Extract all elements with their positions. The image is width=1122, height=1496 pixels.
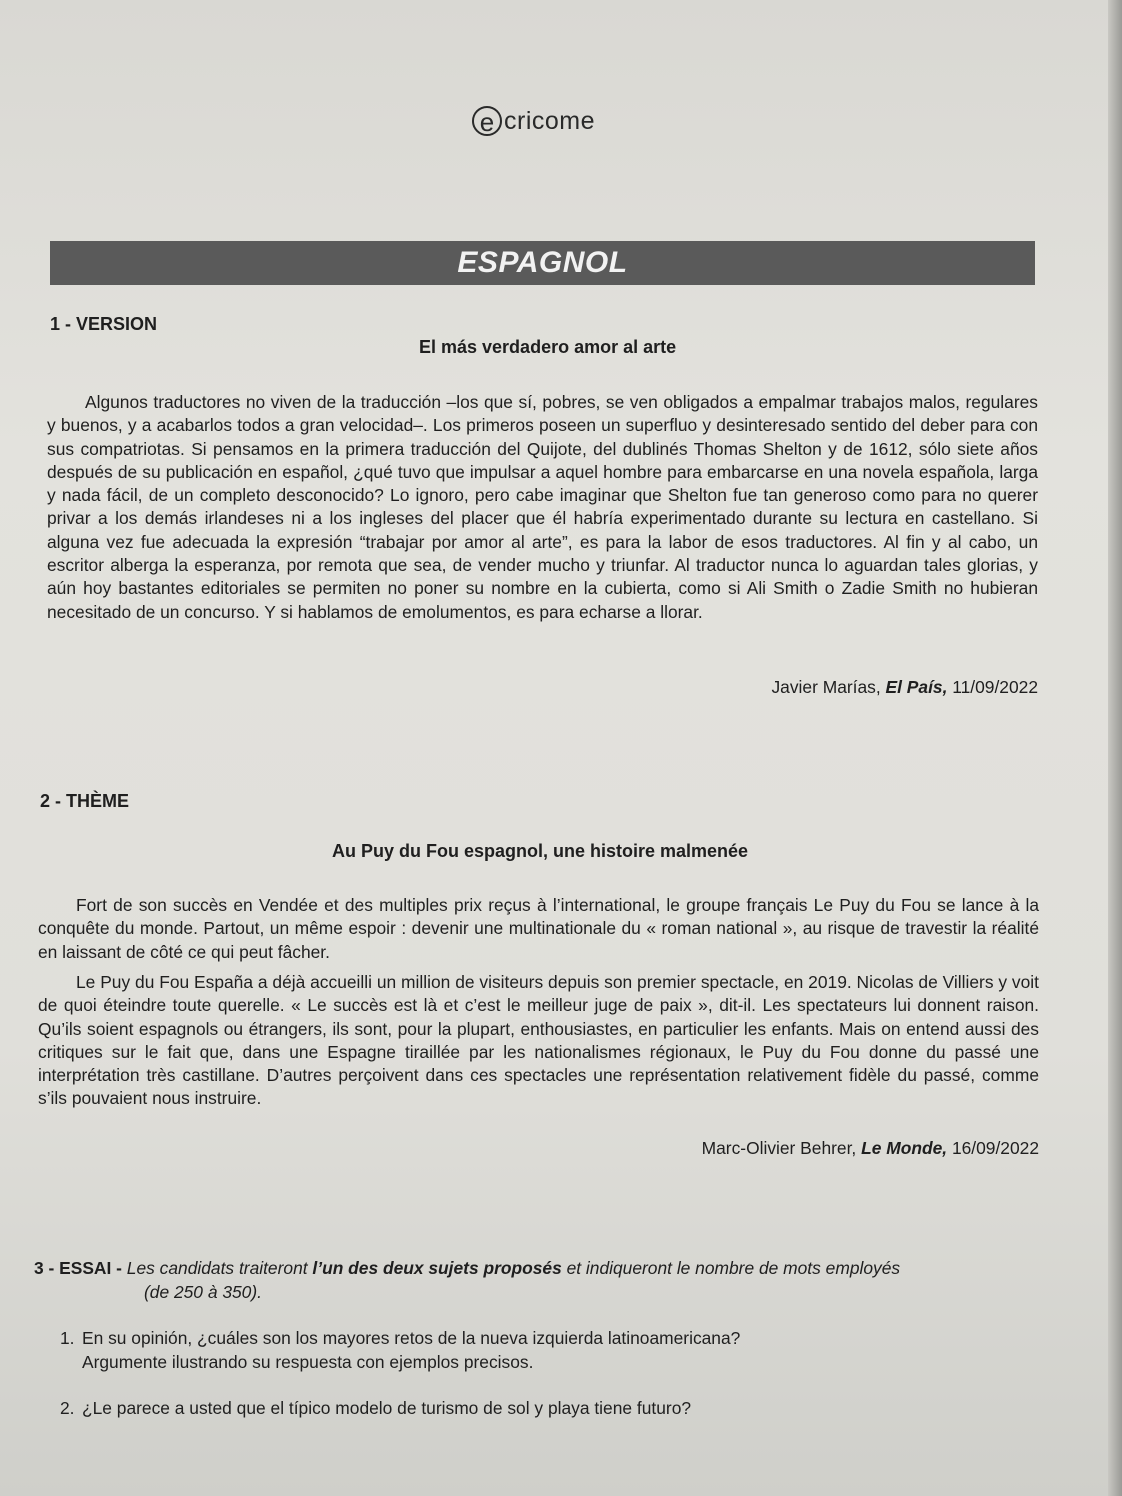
theme-title: Au Puy du Fou espagnol, une histoire malmenée xyxy=(332,841,749,861)
question-number: 1. xyxy=(60,1328,75,1348)
theme-paragraph-1: Fort de son succès en Vendée et des multiples prix reçus à l’international, le groupe français Le Puy du Fou se lance à la conquête du monde. Partout, un même espoir : devenir une multinationale du « roman national », au risque de travestir la réalité en laissant de côté ce qui peut fâcher. xyxy=(38,895,1039,962)
subject-banner xyxy=(50,241,1035,285)
version-date: 11/09/2022 xyxy=(952,677,1038,697)
essay-question-1 xyxy=(60,1326,740,1374)
version-source: El País, xyxy=(885,677,948,697)
essay-inst-a: Les candidats traiteront xyxy=(126,1258,308,1278)
question-text: En su opinión, ¿cuáles son los mayores retos de la nueva izquierda latinoamericana? xyxy=(82,1328,741,1348)
version-heading: 1 - VERSION xyxy=(50,314,158,334)
theme-paragraph-2: Le Puy du Fou España a déjà accueilli un million de visiteurs depuis son premier spectacle, en 2019. Nicolas de Villiers y voit de quoi éteindre toute querelle. « Le succès est là et c’est le meilleur juge de paix », dit-il. Les spectateurs lui donnent raison. Qu’ils soient espagnols ou étrangers, ils sont, pour la plupart, enthousiastes, en particulier les enfants. Mais on entend aussi des critiques sur le fait que, dans une Espagne tiraillée par les nationalismes régionaux, le Puy du Fou donne du passé une interprétation très castillane. D’autres perçoivent dans ces spectacles une représentation relativement fidèle du passé, comme s’ils pouvaient nous instruire. xyxy=(38,972,1039,1109)
theme-date: 16/09/2022 xyxy=(951,1138,1039,1158)
version-author: Javier Marías, xyxy=(771,677,881,697)
page-edge xyxy=(1108,0,1122,1496)
question-text-cont: Argumente ilustrando su respuesta con ejemplos precisos. xyxy=(82,1352,534,1372)
ecricome-logo xyxy=(472,106,595,136)
theme-source: Le Monde, xyxy=(861,1138,948,1158)
version-paragraph: Algunos traductores no viven de la traducción –los que sí, pobres, se ven obligados a empalmar trabajos malos, regulares y buenos, y a acabarlos todos a gran velocidad–. Los primeros poseen un superfluo y desinteresado sentido del deber para con sus compatriotas. Si pensamos en la primera traducción del Quijote, del dublinés Thomas Shelton y de 1612, sólo siete años después de su publicación en español, ¿qué tuvo que impulsar a aquel hombre para embarcarse en una novela española, larga y nada fácil, de un completo desconocido? Lo ignoro, pero cabe imaginar que Shelton fue tan generoso como para no querer privar a los demás irlandeses ni a los ingleses del placer que él habría experimentado durante su lectura en castellano. Si alguna vez fue adecuada la expresión “trabajar por amor al arte”, es para la labor de esos traductores. Al fin y al cabo, un escritor alberga la esperanza, por remota que sea, de vender mucho y triunfar. Al traductor nunca lo aguardan tales glorias, y aún hoy bastantes editoriales se permiten no poner su nombre en la cubierta, como si Ali Smith o Zadie Smith no hubieran necesitado de un concurso. Y si hablamos de emolumentos, es para echarse a llorar. xyxy=(47,392,1038,622)
question-number: 2. xyxy=(60,1398,75,1418)
theme-byline xyxy=(560,1138,1039,1159)
version-title: El más verdadero amor al arte xyxy=(419,337,677,357)
logo-text: cricome xyxy=(504,106,596,135)
essay-question-2 xyxy=(60,1396,691,1420)
theme-author: Marc-Olivier Behrer, xyxy=(701,1138,857,1158)
essay-heading: 3 - ESSAI - xyxy=(34,1258,122,1278)
logo-mark: e xyxy=(472,106,502,136)
version-byline xyxy=(600,677,1038,698)
subject-title: ESPAGNOL xyxy=(457,246,628,279)
essay-inst-bold: l’un des deux sujets proposés xyxy=(312,1258,562,1278)
essay-inst-c: (de 250 à 350). xyxy=(144,1282,262,1302)
essay-instructions xyxy=(34,1256,1044,1304)
essay-inst-b: et indiqueront le nombre de mots employés xyxy=(566,1258,901,1278)
question-text: ¿Le parece a usted que el típico modelo de turismo de sol y playa tiene futuro? xyxy=(82,1398,692,1418)
theme-heading: 2 - THÈME xyxy=(40,791,130,811)
